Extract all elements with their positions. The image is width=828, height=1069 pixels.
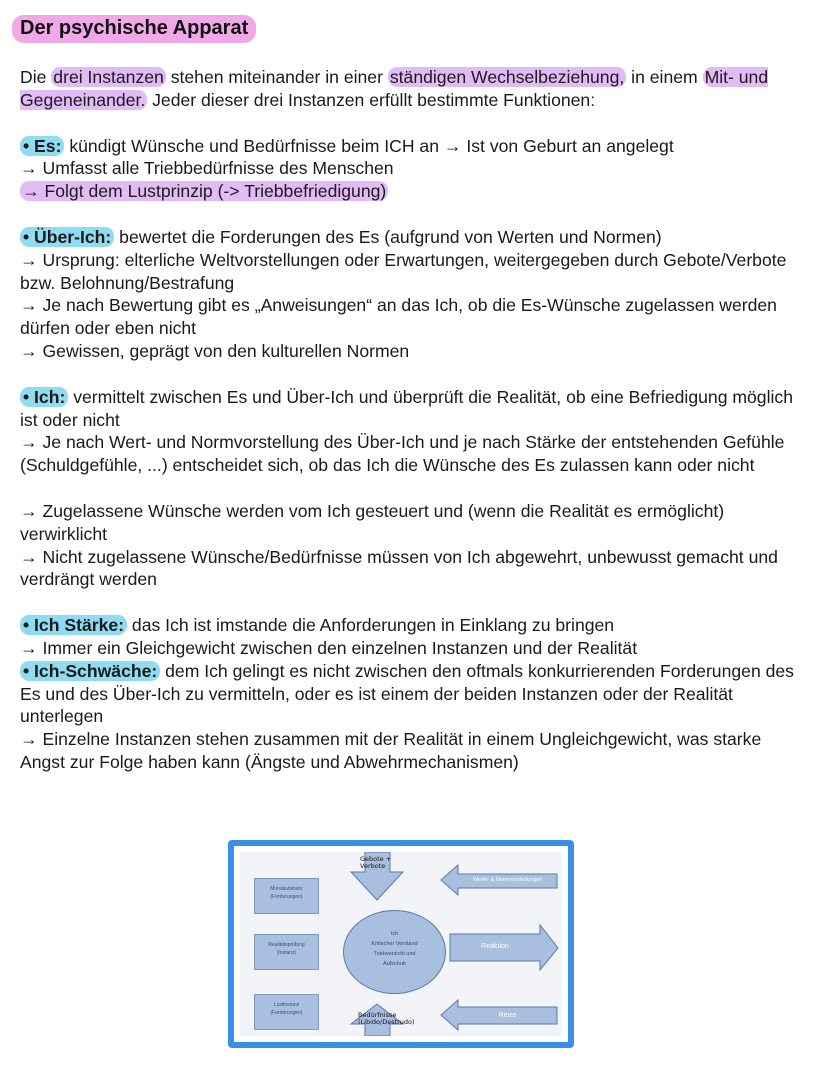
box-moralsubstanz xyxy=(254,878,319,914)
label-werte: Werte- & Normvorstellungen xyxy=(472,877,543,883)
handwritten-beduerfnisse xyxy=(358,1012,415,1026)
handwritten-gebote xyxy=(360,856,391,870)
psychic-apparatus-diagram xyxy=(228,840,574,1048)
ich-point: → Zugelassene Wünsche werden vom Ich gesteuert und (wenn die Realität es ermöglicht) verwirklicht xyxy=(20,500,725,544)
intro-text: Jeder dieser drei Instanzen erfüllt bestimmte Funktionen: xyxy=(147,89,596,110)
hand-text: Bedürfnisse xyxy=(358,1011,397,1019)
ich-schwaeche-label: • Ich-Schwäche: xyxy=(20,661,160,681)
ich-label: • Ich: xyxy=(20,387,68,407)
ich-schwaeche-section xyxy=(20,660,810,728)
box-title: Moralsubstanz xyxy=(270,886,303,892)
page-title: Der psychische Apparat xyxy=(12,15,256,43)
es-section xyxy=(20,135,810,158)
highlight-drei-instanzen: drei Instanzen xyxy=(53,67,164,87)
box-title: Lustinstanz xyxy=(273,1002,300,1008)
highlight-mit-gegeneinander: Mit- und Gegeneinander. xyxy=(20,67,769,110)
document-body xyxy=(20,66,810,774)
ich-staerke-definition: das Ich ist imstande die Anforderungen in Einklang zu bringen xyxy=(127,615,615,636)
box-subtitle: (Forderungen) xyxy=(270,1010,303,1016)
ueberich-label: • Über-Ich: xyxy=(20,227,114,247)
ich-staerke-label: • Ich Stärke: xyxy=(20,615,127,635)
ellipse-text: Triebverzicht und xyxy=(373,951,416,957)
es-point-lustprinzip xyxy=(20,180,810,203)
es-point: → Umfasst alle Triebbedürfnisse des Menschen xyxy=(20,158,394,179)
ellipse-text: Aufschub xyxy=(383,961,406,967)
diagram-canvas xyxy=(240,852,562,1036)
ich-ellipse xyxy=(343,910,446,994)
intro-text: in einem xyxy=(626,67,703,87)
box-lustinstanz xyxy=(254,994,319,1030)
label-reize: Reize xyxy=(498,1012,517,1019)
ellipse-title: Ich xyxy=(390,931,399,937)
box-title: Realitätsprüfung xyxy=(268,942,305,948)
hand-text: Verbote xyxy=(360,862,386,870)
box-realitaetspruefung xyxy=(254,934,319,970)
ich-staerke-section xyxy=(20,614,810,637)
ich-schwaeche-point: → Einzelne Instanzen stehen zusammen mit der Realität in einem Ungleichgewicht, was starke Angst zur Folge haben kann (Ängste und Abwehrmechanismen) xyxy=(20,729,762,772)
box-subtitle: (Instanz) xyxy=(276,950,297,956)
intro-paragraph xyxy=(20,66,810,112)
es-label: • Es: xyxy=(20,136,64,156)
box-subtitle: (Forderungen) xyxy=(270,894,303,900)
ellipse-text: Kritischer Verstand xyxy=(371,941,418,947)
hand-text: (Libido/Destrudo) xyxy=(358,1018,415,1026)
ich-point: → Je nach Wert- und Normvorstellung des Über-Ich und je nach Stärke der entstehenden Gefühle (Schuldgefühle, ...) entscheidet sich, ob das Ich die Wünsche des Es zulassen kann oder nicht xyxy=(20,432,785,476)
ich-staerke-point: → Immer ein Gleichgewicht zwischen den einzelnen Instanzen und der Realität xyxy=(20,637,638,658)
es-definition: kündigt Wünsche und Bedürfnisse beim ICH an → Ist von Geburt an angelegt xyxy=(64,135,674,156)
ueberich-section xyxy=(20,226,810,249)
hand-text: Gebote + xyxy=(360,855,392,863)
ueberich-point: → Je nach Bewertung gibt es „Anweisungen“ an das Ich, ob die Es-Wünsche zugelassen werden dürfen oder eben nicht xyxy=(20,295,777,339)
intro-text: Die xyxy=(20,67,52,87)
ich-section xyxy=(20,386,810,432)
ich-point: → Nicht zugelassene Wünsche/Bedürfnisse müssen von Ich abgewehrt, unbewusst gemacht und verdrängt werden xyxy=(20,546,778,590)
highlight-wechselbeziehung: ständigen Wechselbeziehung, xyxy=(389,67,625,87)
highlight-lustprinzip: → Folgt dem Lustprinzip (-> Triebbefriedigung) xyxy=(22,181,387,202)
ich-schwaeche-definition: dem Ich gelingt es nicht zwischen den oftmals konkurrierenden Forderungen des Es und des Über-Ich zu vermitteln, oder es ist einem der beiden Instanzen oder der Realität unterlegen xyxy=(20,660,794,727)
ueberich-definition: bewertet die Forderungen des Es (aufgrund von Werten und Normen) xyxy=(114,226,662,247)
intro-text: stehen miteinander in einer xyxy=(165,67,388,87)
ich-definition: vermittelt zwischen Es und Über-Ich und überprüft die Realität, ob eine Befriedigung möglich ist oder nicht xyxy=(20,386,793,430)
ueberich-point: → Gewissen, geprägt von den kulturellen Normen xyxy=(20,340,410,361)
label-reaktion: Reaktion xyxy=(481,943,509,950)
ueberich-point: → Ursprung: elterliche Weltvorstellungen oder Erwartungen, weitergegeben durch Gebote/Verbote bzw. Belohnung/Bestrafung xyxy=(20,249,787,293)
